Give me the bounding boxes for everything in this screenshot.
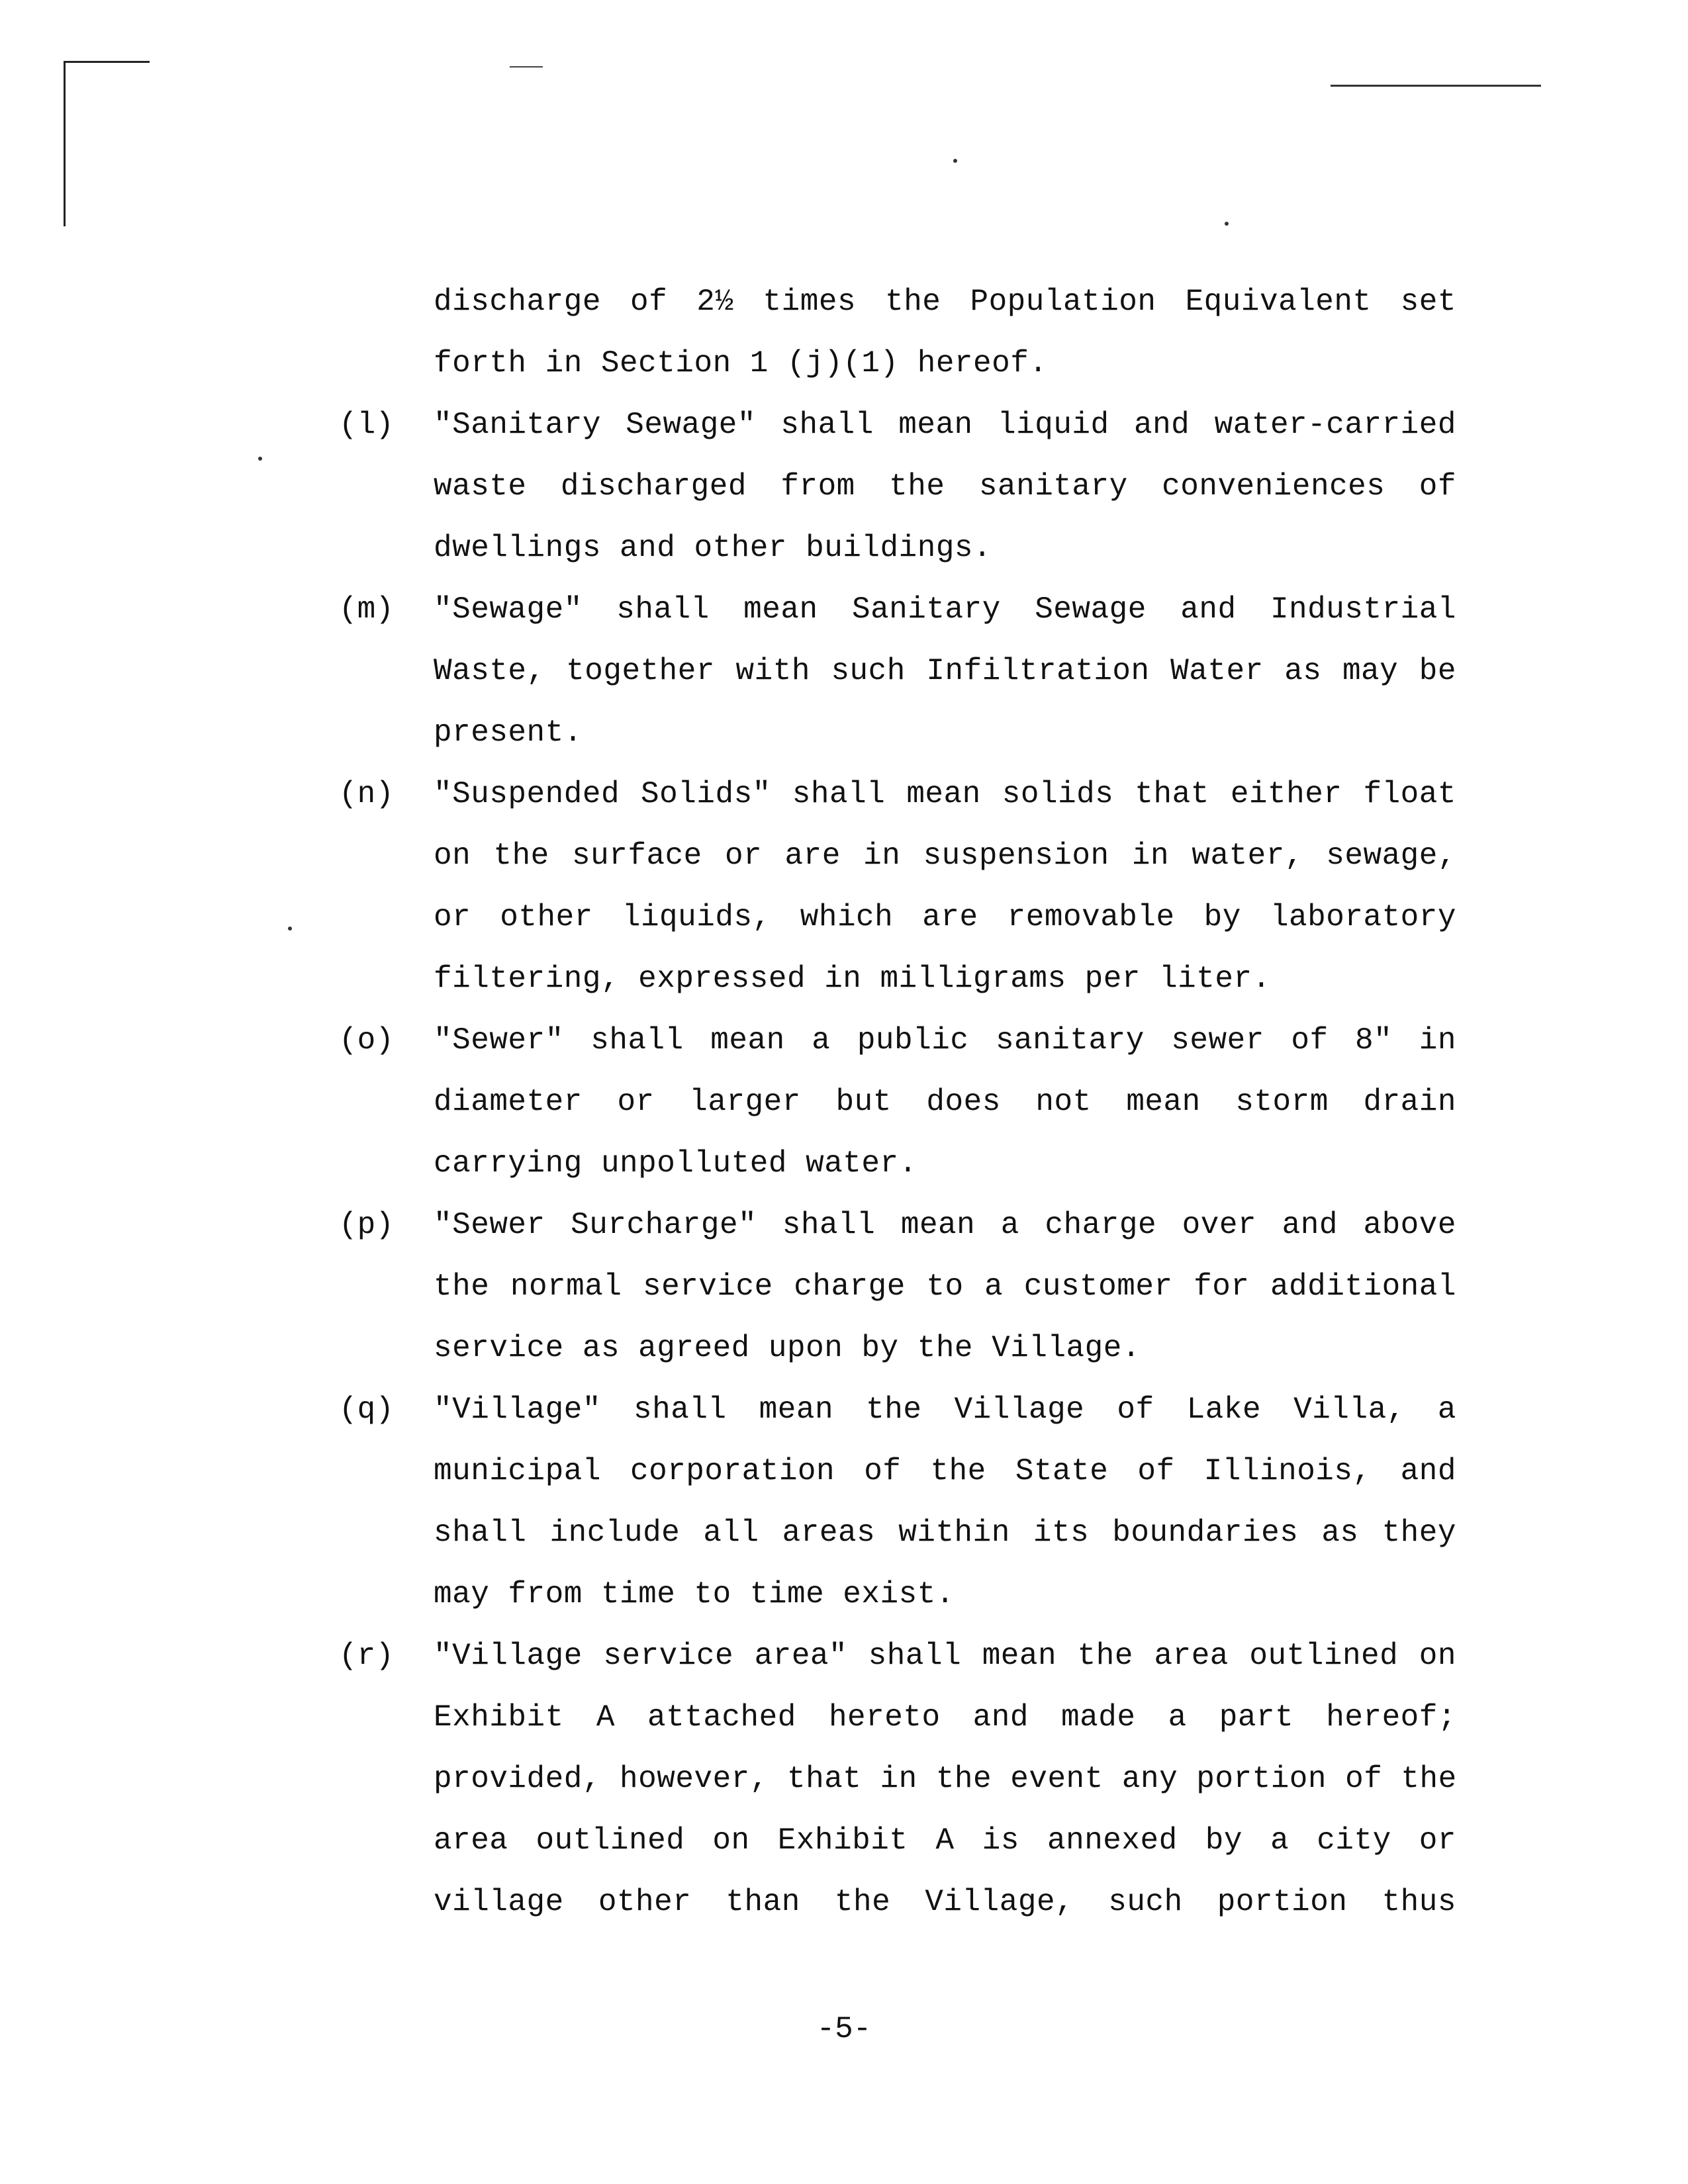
text-line: or other liquids, which are removable by laboratory: [434, 900, 1456, 934]
definition-label: (r): [339, 1639, 394, 1673]
definition-label: (p): [339, 1208, 394, 1242]
text-line: filtering, expressed in milligrams per liter.: [434, 962, 1271, 996]
definition-label: (l): [339, 408, 394, 442]
text-line: carrying unpolluted water.: [434, 1146, 917, 1181]
text-line: waste discharged from the sanitary conveniences of: [434, 469, 1456, 504]
scan-speck: [258, 457, 262, 461]
text-line: may from time to time exist.: [434, 1577, 955, 1612]
text-line: service as agreed upon by the Village.: [434, 1331, 1141, 1365]
definition-label: (q): [339, 1392, 394, 1427]
scan-speck: [953, 159, 957, 163]
text-line: "Sanitary Sewage" shall mean liquid and water-carried: [434, 408, 1456, 442]
definition-label: (o): [339, 1023, 394, 1058]
scan-speck: [288, 927, 292, 931]
text-line: "Sewage" shall mean Sanitary Sewage and Industrial: [434, 592, 1456, 627]
text-line: "Village service area" shall mean the area outlined on: [434, 1639, 1456, 1673]
text-line: present.: [434, 715, 583, 750]
text-line: forth in Section 1 (j)(1) hereof.: [434, 346, 1048, 381]
text-line: village other than the Village, such portion thus: [434, 1885, 1456, 1919]
text-line: "Sewer Surcharge" shall mean a charge over and above: [434, 1208, 1456, 1242]
text-line: "Sewer" shall mean a public sanitary sewer of 8" in: [434, 1023, 1456, 1058]
page-number: -5-: [816, 2012, 872, 2046]
text-line: on the surface or are in suspension in water, sewage,: [434, 839, 1456, 873]
text-line: Exhibit A attached hereto and made a part hereof;: [434, 1700, 1456, 1735]
text-line: provided, however, that in the event any portion of the: [434, 1762, 1457, 1796]
scan-artifact-rule-right: [1331, 85, 1541, 87]
scan-corner-mark-horizontal: [64, 61, 150, 63]
scan-corner-mark: [64, 61, 66, 226]
text-line: "Suspended Solids" shall mean solids that either float: [434, 777, 1456, 811]
text-line: municipal corporation of the State of Illinois, and: [434, 1454, 1456, 1488]
text-line: discharge of 2½ times the Population Equivalent set: [434, 285, 1456, 319]
definition-label: (m): [339, 592, 394, 627]
text-line: shall include all areas within its boundaries as they: [434, 1516, 1456, 1550]
text-line: "Village" shall mean the Village of Lake Villa, a: [434, 1392, 1456, 1427]
text-line: dwellings and other buildings.: [434, 531, 992, 565]
text-line: Waste, together with such Infiltration Water as may be: [434, 654, 1456, 688]
scan-artifact-rule: [510, 66, 543, 68]
scan-speck: [1225, 222, 1229, 226]
text-line: the normal service charge to a customer for additional: [434, 1269, 1456, 1304]
text-line: area outlined on Exhibit A is annexed by a city or: [434, 1823, 1456, 1858]
definition-label: (n): [339, 777, 394, 811]
text-line: diameter or larger but does not mean storm drain: [434, 1085, 1456, 1119]
